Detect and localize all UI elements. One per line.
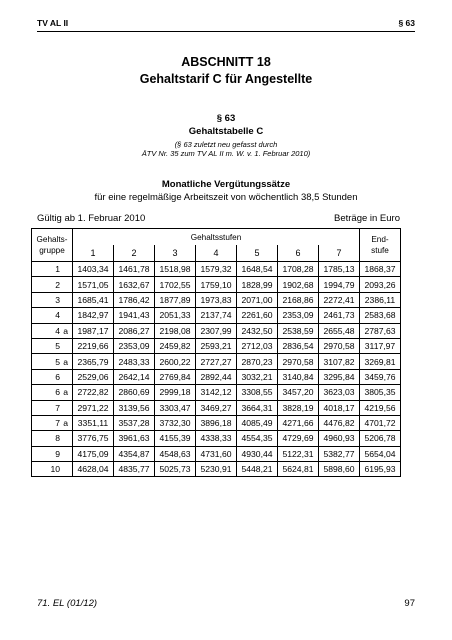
running-header-right: § 63 bbox=[398, 18, 415, 28]
salary-value-cell: 2642,14 bbox=[114, 369, 155, 384]
step-number: 2 bbox=[114, 245, 155, 262]
salary-group-cell bbox=[32, 385, 73, 400]
salary-value-cell: 2272,41 bbox=[319, 292, 360, 307]
footer-edition: 71. EL (01/12) bbox=[37, 598, 98, 609]
salary-value-cell: 4085,49 bbox=[237, 415, 278, 430]
salary-group-suffix: a bbox=[63, 418, 68, 429]
salary-group-number: 5 bbox=[55, 356, 60, 367]
salary-value-cell: 3623,03 bbox=[319, 385, 360, 400]
salary-value-cell: 1902,68 bbox=[278, 277, 319, 292]
salary-group-cell bbox=[32, 323, 73, 338]
salary-group-cell bbox=[32, 292, 73, 307]
table-row bbox=[32, 338, 401, 353]
salary-value-cell: 1877,89 bbox=[155, 292, 196, 307]
header-rule bbox=[37, 31, 415, 32]
salary-value-cell: 2655,48 bbox=[319, 323, 360, 338]
salary-group-number: 5 bbox=[55, 341, 60, 352]
salary-value-cell: 3828,19 bbox=[278, 400, 319, 415]
table-row bbox=[32, 446, 401, 461]
salary-value-cell: 4729,69 bbox=[278, 431, 319, 446]
salary-value-cell: 5122,31 bbox=[278, 446, 319, 461]
salary-value-cell: 1648,54 bbox=[237, 262, 278, 277]
salary-value-cell: 2971,22 bbox=[73, 400, 114, 415]
salary-value-cell: 2529,06 bbox=[73, 369, 114, 384]
salary-value-cell: 3537,28 bbox=[114, 415, 155, 430]
page-number: 97 bbox=[404, 598, 415, 609]
salary-value-cell: 4960,93 bbox=[319, 431, 360, 446]
salary-value-cell: 3295,84 bbox=[319, 369, 360, 384]
salary-value-cell: 1685,41 bbox=[73, 292, 114, 307]
salary-value-cell: 1759,10 bbox=[196, 277, 237, 292]
salary-group-number: 4 bbox=[55, 325, 60, 336]
salary-value-cell: 2712,03 bbox=[237, 338, 278, 353]
salary-value-cell: 5624,81 bbox=[278, 462, 319, 477]
salary-value-cell: 4628,04 bbox=[73, 462, 114, 477]
salary-value-cell: 4554,35 bbox=[237, 431, 278, 446]
salary-value-cell: 1785,13 bbox=[319, 262, 360, 277]
salary-value-cell: 4354,87 bbox=[114, 446, 155, 461]
table-row bbox=[32, 415, 401, 430]
salary-value-cell: 2386,11 bbox=[360, 292, 401, 307]
salary-group-number: 2 bbox=[55, 279, 60, 290]
table-row bbox=[32, 277, 401, 292]
salary-value-cell: 2353,09 bbox=[278, 308, 319, 323]
table-row bbox=[32, 369, 401, 384]
salary-value-cell: 2769,84 bbox=[155, 369, 196, 384]
salary-group-number: 1 bbox=[55, 264, 60, 275]
table-row bbox=[32, 308, 401, 323]
table-row bbox=[32, 462, 401, 477]
salary-value-cell: 5382,77 bbox=[319, 446, 360, 461]
salary-group-suffix: a bbox=[63, 325, 68, 336]
salary-value-cell: 4548,63 bbox=[155, 446, 196, 461]
salary-value-cell: 1579,32 bbox=[196, 262, 237, 277]
paragraph-number: § 63 bbox=[216, 113, 236, 124]
salary-value-cell: 3308,55 bbox=[237, 385, 278, 400]
salary-value-cell: 1941,43 bbox=[114, 308, 155, 323]
end-step-header: End- stufe bbox=[360, 229, 401, 262]
table-row bbox=[32, 385, 401, 400]
salary-value-cell: 2307,99 bbox=[196, 323, 237, 338]
salary-value-cell: 3142,12 bbox=[196, 385, 237, 400]
salary-value-cell: 2353,09 bbox=[114, 338, 155, 353]
salary-group-cell bbox=[32, 277, 73, 292]
salary-value-cell: 2836,54 bbox=[278, 338, 319, 353]
salary-value-cell: 5654,04 bbox=[360, 446, 401, 461]
section-title: ABSCHNITT 18 bbox=[181, 55, 271, 69]
paragraph-title: Gehaltstabelle C bbox=[188, 126, 264, 137]
salary-value-cell: 3117,97 bbox=[360, 338, 401, 353]
salary-group-number: 9 bbox=[55, 448, 60, 459]
rates-subtitle: für eine regelmäßige Arbeitszeit von wöchentlich 38,5 Stunden bbox=[94, 192, 358, 203]
table-body bbox=[32, 262, 401, 477]
table-row bbox=[32, 400, 401, 415]
step-number-row bbox=[32, 245, 401, 262]
salary-value-cell: 1461,78 bbox=[114, 262, 155, 277]
currency-note: Beträge in Euro bbox=[333, 213, 400, 224]
salary-value-cell: 2432,50 bbox=[237, 323, 278, 338]
amendment-note-line1: (§ 63 zuletzt neu gefasst durch bbox=[174, 140, 278, 149]
salary-value-cell: 2727,27 bbox=[196, 354, 237, 369]
step-number: 6 bbox=[278, 245, 319, 262]
salary-value-cell: 2538,59 bbox=[278, 323, 319, 338]
salary-value-cell: 2892,44 bbox=[196, 369, 237, 384]
salary-value-cell: 4271,66 bbox=[278, 415, 319, 430]
salary-value-cell: 1868,37 bbox=[360, 262, 401, 277]
salary-group-cell bbox=[32, 354, 73, 369]
salary-group-number: 7 bbox=[55, 402, 60, 413]
salary-value-cell: 3664,31 bbox=[237, 400, 278, 415]
salary-value-cell: 1828,99 bbox=[237, 277, 278, 292]
table-row bbox=[32, 431, 401, 446]
salary-value-cell: 2483,33 bbox=[114, 354, 155, 369]
salary-value-cell: 3457,20 bbox=[278, 385, 319, 400]
salary-value-cell: 3303,47 bbox=[155, 400, 196, 415]
salary-value-cell: 4930,44 bbox=[237, 446, 278, 461]
salary-group-number: 6 bbox=[55, 371, 60, 382]
salary-group-number: 3 bbox=[55, 294, 60, 305]
salary-value-cell: 2999,18 bbox=[155, 385, 196, 400]
salary-value-cell: 3351,11 bbox=[73, 415, 114, 430]
salary-value-cell: 2168,86 bbox=[278, 292, 319, 307]
salary-value-cell: 3469,27 bbox=[196, 400, 237, 415]
salary-group-suffix: a bbox=[63, 387, 68, 398]
salary-group-number: 7 bbox=[55, 418, 60, 429]
salary-value-cell: 1403,34 bbox=[73, 262, 114, 277]
salary-value-cell: 2583,68 bbox=[360, 308, 401, 323]
salary-group-cell bbox=[32, 415, 73, 430]
salary-value-cell: 3776,75 bbox=[73, 431, 114, 446]
salary-value-cell: 5025,73 bbox=[155, 462, 196, 477]
salary-group-cell bbox=[32, 369, 73, 384]
salary-value-cell: 3107,82 bbox=[319, 354, 360, 369]
salary-value-cell: 3896,18 bbox=[196, 415, 237, 430]
salary-value-cell: 3140,84 bbox=[278, 369, 319, 384]
salary-group-cell bbox=[32, 338, 73, 353]
salary-value-cell: 1632,67 bbox=[114, 277, 155, 292]
salary-value-cell: 4338,33 bbox=[196, 431, 237, 446]
salary-value-cell: 2086,27 bbox=[114, 323, 155, 338]
salary-value-cell: 1571,05 bbox=[73, 277, 114, 292]
salary-value-cell: 4175,09 bbox=[73, 446, 114, 461]
salary-value-cell: 5898,60 bbox=[319, 462, 360, 477]
salary-value-cell: 2071,00 bbox=[237, 292, 278, 307]
salary-value-cell: 2970,58 bbox=[278, 354, 319, 369]
salary-value-cell: 4731,60 bbox=[196, 446, 237, 461]
valid-from: Gültig ab 1. Februar 2010 bbox=[37, 213, 146, 224]
salary-group-number: 8 bbox=[55, 433, 60, 444]
salary-value-cell: 2970,58 bbox=[319, 338, 360, 353]
salary-group-cell bbox=[32, 308, 73, 323]
salary-value-cell: 2787,63 bbox=[360, 323, 401, 338]
salary-value-cell: 2261,60 bbox=[237, 308, 278, 323]
salary-value-cell: 6195,93 bbox=[360, 462, 401, 477]
salary-value-cell: 3459,76 bbox=[360, 369, 401, 384]
group-column-header: Gehalts- gruppe bbox=[32, 229, 73, 262]
step-number: 5 bbox=[237, 245, 278, 262]
salary-group-suffix: a bbox=[63, 356, 68, 367]
salary-group-cell bbox=[32, 431, 73, 446]
section-subtitle: Gehaltstarif C für Angestellte bbox=[139, 72, 313, 86]
salary-group-cell bbox=[32, 262, 73, 277]
table-row bbox=[32, 262, 401, 277]
salary-value-cell: 2722,82 bbox=[73, 385, 114, 400]
salary-value-cell: 2219,66 bbox=[73, 338, 114, 353]
salary-value-cell: 1973,83 bbox=[196, 292, 237, 307]
salary-value-cell: 2593,21 bbox=[196, 338, 237, 353]
salary-value-cell: 2870,23 bbox=[237, 354, 278, 369]
salary-value-cell: 3032,21 bbox=[237, 369, 278, 384]
salary-value-cell: 2198,08 bbox=[155, 323, 196, 338]
salary-group-number: 6 bbox=[55, 387, 60, 398]
salary-value-cell: 2137,74 bbox=[196, 308, 237, 323]
salary-value-cell: 3139,56 bbox=[114, 400, 155, 415]
salary-value-cell: 4476,82 bbox=[319, 415, 360, 430]
salary-table bbox=[31, 228, 401, 477]
salary-value-cell: 3961,63 bbox=[114, 431, 155, 446]
table-row bbox=[32, 292, 401, 307]
salary-value-cell: 1786,42 bbox=[114, 292, 155, 307]
amendment-note-line2: ÄTV Nr. 35 zum TV AL II m. W. v. 1. Februar 2010) bbox=[141, 149, 311, 158]
salary-value-cell: 4155,39 bbox=[155, 431, 196, 446]
salary-group-cell bbox=[32, 462, 73, 477]
salary-value-cell: 3269,81 bbox=[360, 354, 401, 369]
steps-header: Gehaltsstufen bbox=[73, 229, 360, 246]
salary-value-cell: 2600,22 bbox=[155, 354, 196, 369]
running-header-left: TV AL II bbox=[37, 18, 69, 28]
step-number: 4 bbox=[196, 245, 237, 262]
salary-value-cell: 4018,17 bbox=[319, 400, 360, 415]
salary-value-cell: 5230,91 bbox=[196, 462, 237, 477]
salary-value-cell: 2365,79 bbox=[73, 354, 114, 369]
salary-value-cell: 2860,69 bbox=[114, 385, 155, 400]
salary-value-cell: 1518,98 bbox=[155, 262, 196, 277]
salary-group-cell bbox=[32, 446, 73, 461]
step-number: 1 bbox=[73, 245, 114, 262]
step-number: 3 bbox=[155, 245, 196, 262]
salary-group-number: 4 bbox=[55, 310, 60, 321]
salary-value-cell: 4219,56 bbox=[360, 400, 401, 415]
salary-value-cell: 2051,33 bbox=[155, 308, 196, 323]
salary-value-cell: 1708,28 bbox=[278, 262, 319, 277]
salary-value-cell: 5206,78 bbox=[360, 431, 401, 446]
table-row bbox=[32, 323, 401, 338]
salary-value-cell: 4835,77 bbox=[114, 462, 155, 477]
salary-value-cell: 2093,26 bbox=[360, 277, 401, 292]
salary-value-cell: 1987,17 bbox=[73, 323, 114, 338]
salary-value-cell: 1994,79 bbox=[319, 277, 360, 292]
salary-group-cell bbox=[32, 400, 73, 415]
table-row bbox=[32, 354, 401, 369]
salary-value-cell: 1702,55 bbox=[155, 277, 196, 292]
salary-value-cell: 5448,21 bbox=[237, 462, 278, 477]
salary-value-cell: 3805,35 bbox=[360, 385, 401, 400]
rates-title: Monatliche Vergütungssätze bbox=[161, 179, 291, 190]
salary-group-number: 10 bbox=[50, 464, 60, 475]
salary-value-cell: 2461,73 bbox=[319, 308, 360, 323]
salary-value-cell: 1842,97 bbox=[73, 308, 114, 323]
salary-value-cell: 4701,72 bbox=[360, 415, 401, 430]
salary-value-cell: 3732,30 bbox=[155, 415, 196, 430]
salary-value-cell: 2459,82 bbox=[155, 338, 196, 353]
step-number: 7 bbox=[319, 245, 360, 262]
